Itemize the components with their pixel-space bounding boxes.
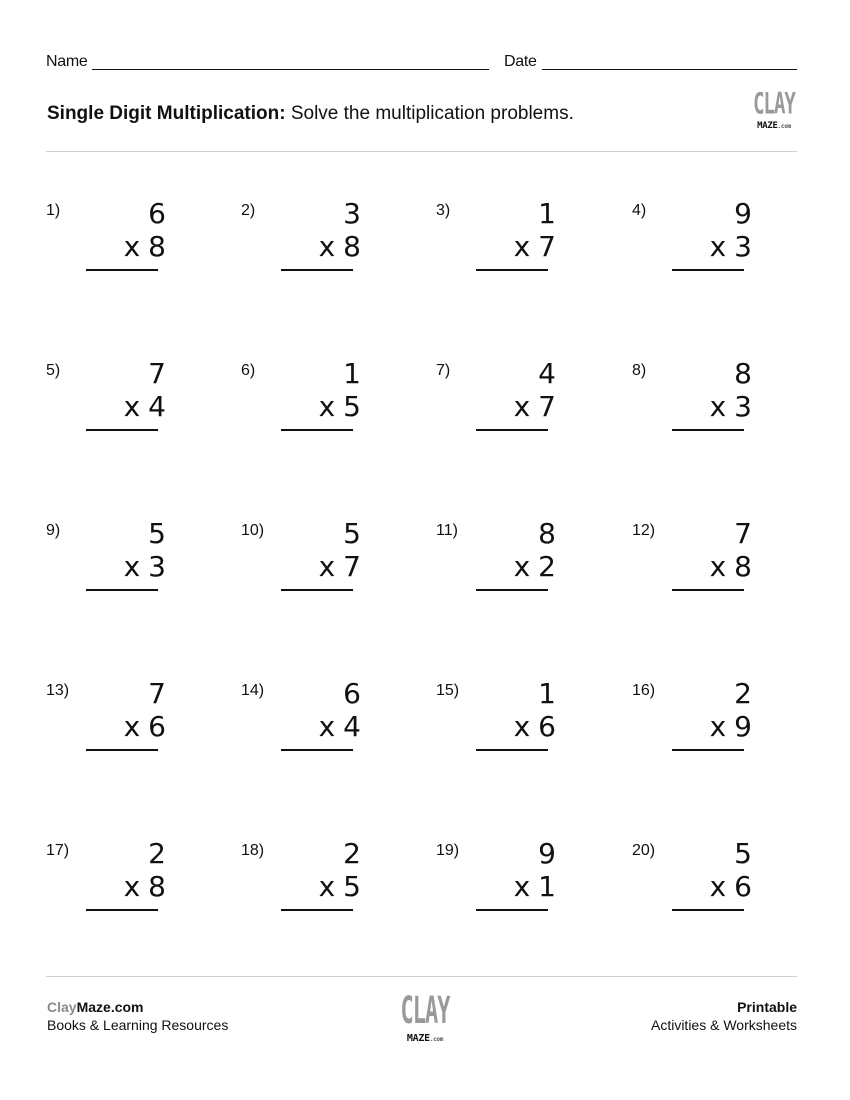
multiplier-row bbox=[513, 230, 556, 263]
times-sign: x bbox=[123, 870, 141, 903]
header-divider bbox=[46, 151, 797, 152]
answer-line[interactable] bbox=[476, 749, 548, 751]
multiplier-row bbox=[513, 870, 556, 903]
multiplier-row bbox=[318, 870, 361, 903]
problem-2 bbox=[241, 197, 421, 300]
multiplicand: 5 bbox=[148, 517, 166, 550]
multiplier: 8 bbox=[343, 230, 361, 263]
multiplier-row bbox=[709, 870, 752, 903]
multiplier: 3 bbox=[148, 550, 166, 583]
footer-right-title: Printable bbox=[737, 999, 797, 1015]
multiplicand: 7 bbox=[148, 677, 166, 710]
problem-18 bbox=[241, 837, 421, 940]
multiplier: 9 bbox=[734, 710, 752, 743]
problem-15 bbox=[436, 677, 616, 780]
times-sign: x bbox=[318, 870, 336, 903]
answer-line[interactable] bbox=[281, 269, 353, 271]
multiplier-row bbox=[318, 230, 361, 263]
footer-brand-maze: Maze.com bbox=[76, 999, 144, 1015]
multiplier: 8 bbox=[734, 550, 752, 583]
multiplicand: 7 bbox=[148, 357, 166, 390]
answer-line[interactable] bbox=[672, 589, 744, 591]
footer-right-subtitle: Activities & Worksheets bbox=[650, 1017, 797, 1033]
problem-number: 3) bbox=[436, 202, 451, 219]
multiplier-row bbox=[123, 230, 166, 263]
times-sign: x bbox=[123, 230, 141, 263]
multiplier-row bbox=[123, 390, 166, 423]
answer-line[interactable] bbox=[672, 749, 744, 751]
multiplier: 8 bbox=[148, 230, 166, 263]
multiplicand: 1 bbox=[538, 197, 556, 230]
multiplier-row bbox=[318, 710, 361, 743]
times-sign: x bbox=[513, 550, 531, 583]
footer-left-subtitle: Books & Learning Resources bbox=[47, 1017, 229, 1033]
multiplier-row bbox=[513, 390, 556, 423]
multiplicand: 2 bbox=[343, 837, 361, 870]
multiplier-row bbox=[709, 390, 752, 423]
answer-line[interactable] bbox=[86, 749, 158, 751]
multiplier: 8 bbox=[148, 870, 166, 903]
answer-line[interactable] bbox=[86, 909, 158, 911]
answer-line[interactable] bbox=[86, 269, 158, 271]
times-sign: x bbox=[513, 710, 531, 743]
answer-line[interactable] bbox=[86, 589, 158, 591]
multiplier: 5 bbox=[343, 390, 361, 423]
multiplicand: 6 bbox=[148, 197, 166, 230]
multiplicand: 7 bbox=[734, 517, 752, 550]
times-sign: x bbox=[123, 710, 141, 743]
answer-line[interactable] bbox=[672, 909, 744, 911]
problem-number: 6) bbox=[241, 362, 256, 379]
times-sign: x bbox=[513, 870, 531, 903]
multiplicand: 9 bbox=[734, 197, 752, 230]
problem-number: 7) bbox=[436, 362, 451, 379]
multiplier-row bbox=[318, 390, 361, 423]
multiplier-row bbox=[123, 870, 166, 903]
problem-6 bbox=[241, 357, 421, 460]
answer-line[interactable] bbox=[476, 429, 548, 431]
logo-maze-word: MAZE bbox=[757, 121, 778, 131]
answer-line[interactable] bbox=[672, 429, 744, 431]
problem-5 bbox=[46, 357, 226, 460]
multiplicand: 8 bbox=[538, 517, 556, 550]
problem-number: 11) bbox=[436, 522, 458, 539]
title-heading: Single Digit Multiplication: bbox=[47, 103, 286, 124]
problem-number: 1) bbox=[46, 202, 61, 219]
multiplier: 4 bbox=[148, 390, 166, 423]
problem-12 bbox=[632, 517, 812, 620]
times-sign: x bbox=[318, 550, 336, 583]
multiplier: 2 bbox=[538, 550, 556, 583]
name-label: Name bbox=[46, 53, 88, 70]
multiplicand: 5 bbox=[734, 837, 752, 870]
multiplicand: 1 bbox=[343, 357, 361, 390]
multiplier-row bbox=[318, 550, 361, 583]
problem-number: 14) bbox=[241, 682, 265, 699]
times-sign: x bbox=[709, 870, 727, 903]
answer-line[interactable] bbox=[281, 589, 353, 591]
problem-3 bbox=[436, 197, 616, 300]
multiplier-row bbox=[709, 550, 752, 583]
problem-13 bbox=[46, 677, 226, 780]
multiplier-row bbox=[513, 710, 556, 743]
footer-logo-maze-word: MAZE bbox=[406, 1033, 430, 1044]
footer-logo-maze-text bbox=[396, 1034, 454, 1044]
multiplicand: 1 bbox=[538, 677, 556, 710]
footer-brand-clay: Clay bbox=[47, 999, 77, 1015]
answer-line[interactable] bbox=[476, 269, 548, 271]
multiplier: 5 bbox=[343, 870, 361, 903]
problem-1 bbox=[46, 197, 226, 300]
problem-number: 20) bbox=[632, 842, 656, 859]
multiplier-row bbox=[513, 550, 556, 583]
problem-number: 9) bbox=[46, 522, 61, 539]
problem-number: 10) bbox=[241, 522, 265, 539]
multiplier: 6 bbox=[148, 710, 166, 743]
times-sign: x bbox=[709, 230, 727, 263]
multiplier: 7 bbox=[343, 550, 361, 583]
problem-9 bbox=[46, 517, 226, 620]
page-title bbox=[47, 103, 574, 125]
multiplier: 6 bbox=[538, 710, 556, 743]
multiplicand: 2 bbox=[734, 677, 752, 710]
multiplicand: 9 bbox=[538, 837, 556, 870]
multiplicand: 5 bbox=[343, 517, 361, 550]
title-instructions: Solve the multiplication problems. bbox=[285, 103, 574, 124]
problem-20 bbox=[632, 837, 812, 940]
multiplier: 3 bbox=[734, 390, 752, 423]
multiplier: 7 bbox=[538, 390, 556, 423]
logo-maze-text bbox=[750, 122, 798, 131]
problem-number: 8) bbox=[632, 362, 647, 379]
multiplier-row bbox=[123, 550, 166, 583]
problem-number: 16) bbox=[632, 682, 656, 699]
times-sign: x bbox=[123, 550, 141, 583]
answer-line[interactable] bbox=[281, 749, 353, 751]
answer-line[interactable] bbox=[86, 429, 158, 431]
footer-divider bbox=[46, 976, 797, 977]
footer-claymaze-logo bbox=[396, 990, 454, 1044]
times-sign: x bbox=[709, 710, 727, 743]
times-sign: x bbox=[709, 550, 727, 583]
multiplicand: 2 bbox=[148, 837, 166, 870]
multiplier: 7 bbox=[538, 230, 556, 263]
footer-logo-clay-text: CLAY bbox=[400, 990, 450, 1034]
date-field[interactable] bbox=[542, 69, 797, 70]
multiplier: 4 bbox=[343, 710, 361, 743]
multiplier-row bbox=[123, 710, 166, 743]
logo-clay-text: CLAY bbox=[753, 86, 795, 121]
multiplicand: 8 bbox=[734, 357, 752, 390]
footer-logo-dotcom: .com bbox=[429, 1036, 444, 1043]
problem-11 bbox=[436, 517, 616, 620]
name-field[interactable] bbox=[92, 69, 489, 70]
problem-number: 4) bbox=[632, 202, 647, 219]
problem-14 bbox=[241, 677, 421, 780]
multiplicand: 3 bbox=[343, 197, 361, 230]
problem-number: 5) bbox=[46, 362, 61, 379]
problem-number: 19) bbox=[436, 842, 460, 859]
times-sign: x bbox=[318, 230, 336, 263]
problem-number: 13) bbox=[46, 682, 70, 699]
answer-line[interactable] bbox=[476, 909, 548, 911]
footer-left bbox=[47, 998, 228, 1034]
answer-line[interactable] bbox=[476, 589, 548, 591]
answer-line[interactable] bbox=[281, 909, 353, 911]
times-sign: x bbox=[318, 390, 336, 423]
footer-right bbox=[651, 998, 797, 1034]
problem-number: 12) bbox=[632, 522, 656, 539]
problem-16 bbox=[632, 677, 812, 780]
claymaze-logo bbox=[750, 86, 798, 131]
times-sign: x bbox=[123, 390, 141, 423]
problem-number: 2) bbox=[241, 202, 256, 219]
date-label: Date bbox=[504, 53, 537, 70]
answer-line[interactable] bbox=[672, 269, 744, 271]
problem-8 bbox=[632, 357, 812, 460]
problem-number: 15) bbox=[436, 682, 460, 699]
logo-dotcom: .com bbox=[777, 123, 791, 130]
problem-4 bbox=[632, 197, 812, 300]
multiplicand: 6 bbox=[343, 677, 361, 710]
problem-7 bbox=[436, 357, 616, 460]
multiplicand: 4 bbox=[538, 357, 556, 390]
multiplier: 6 bbox=[734, 870, 752, 903]
times-sign: x bbox=[318, 710, 336, 743]
problem-19 bbox=[436, 837, 616, 940]
problem-10 bbox=[241, 517, 421, 620]
times-sign: x bbox=[709, 390, 727, 423]
times-sign: x bbox=[513, 230, 531, 263]
multiplier: 1 bbox=[538, 870, 556, 903]
problem-number: 17) bbox=[46, 842, 70, 859]
answer-line[interactable] bbox=[281, 429, 353, 431]
multiplier-row bbox=[709, 230, 752, 263]
problem-number: 18) bbox=[241, 842, 265, 859]
multiplier-row bbox=[709, 710, 752, 743]
problem-17 bbox=[46, 837, 226, 940]
multiplier: 3 bbox=[734, 230, 752, 263]
times-sign: x bbox=[513, 390, 531, 423]
